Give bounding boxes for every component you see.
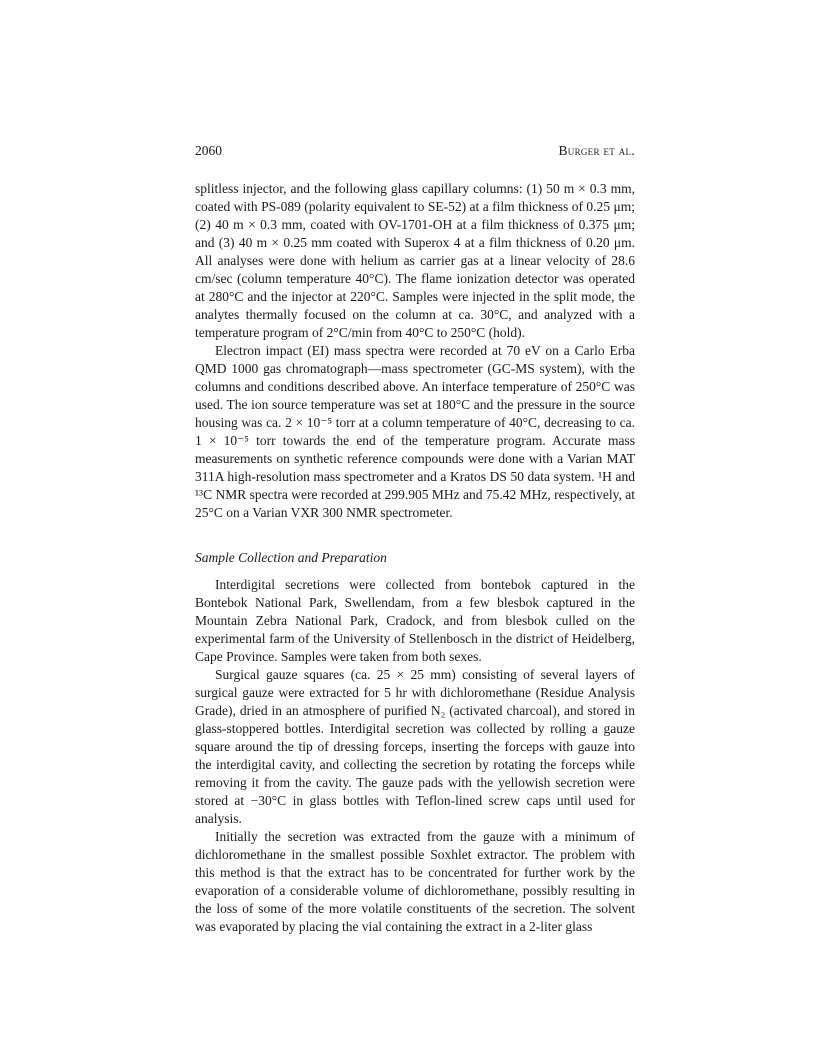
paragraph-columns: splitless injector, and the following glass capillary columns: (1) 50 m × 0.3 mm, coated with PS-089 (polarity equivalent to SE-52) at a film thickness of 0.25 μm; (2) 40 m × 0.3 mm, coated with OV-1701-OH at a film thickness of 0.375 μm; and (3) 40 m × 0.25 mm coated with Superox 4 at a film thickness of 0.20 μm. All analyses were done with helium as carrier gas at a linear velocity of 28.6 cm/sec (column temperature 40°C). The flame ionization detector was operated at 280°C and the injector at 220°C. Samples were injected in the split mode, the analytes thermally focused on the column at ca. 30°C, and analyzed with a temperature program of 2°C/min from 40°C to 250°C (hold).	[195, 181, 635, 340]
paragraph-mass-spectra: Electron impact (EI) mass spectra were recorded at 70 eV on a Carlo Erba QMD 1000 gas chromatograph—mass spectrometer (GC-MS system), with the columns and conditions described above. An interface temperature of 250°C was used. The ion source temperature was set at 180°C and the pressure in the source housing was ca. 2 × 10⁻⁵ torr at a column temperature of 40°C, decreasing to ca. 1 × 10⁻⁵ torr towards the end of the temperature program. Accurate mass measurements on synthetic reference compounds were done with a Varian MAT 311A high-resolution mass spectrometer and a Kratos DS 50 data system. ¹H and ¹³C NMR spectra were recorded at 299.905 MHz and 75.42 MHz, respectively, at 25°C on a Varian VXR 300 NMR spectrometer.	[195, 343, 635, 520]
paragraph-extraction: Initially the secretion was extracted from the gauze with a minimum of dichloromethane in the smallest possible Soxhlet extractor. The problem with this method is that the extract has to be concentrated for further work by the evaporation of a considerable volume of dichloromethane, possibly resulting in the loss of some of the more volatile constituents of the secretion. The solvent was evaporated by placing the vial containing the extract in a 2-liter glass	[195, 829, 635, 934]
page-number: 2060	[195, 143, 222, 158]
body-text	[195, 180, 635, 936]
section-heading: Sample Collection and Preparation	[195, 550, 387, 565]
paragraph-collection: Interdigital secretions were collected from bontebok captured in the Bontebok National Park, Swellendam, from a few blesbok captured in the Mountain Zebra National Park, Cradock, and from blesbok culled on the experimental farm of the University of Stellenbosch in the district of Heidelberg, Cape Province. Samples were taken from both sexes.	[195, 577, 635, 664]
running-author: Burger et al.	[558, 143, 635, 158]
paragraph-gauze: Surgical gauze squares (ca. 25 × 25 mm) consisting of several layers of surgical gauze were extracted for 5 hr with dichloromethane (Residue Analysis Grade), dried in an atmosphere of purified N₂ (activated charcoal), and stored in glass-stoppered bottles. Interdigital secretion was collected by rolling a gauze square around the tip of dressing forceps, inserting the forceps with gauze into the interdigital cavity, and collecting the secretion by rotating the forceps while removing it from the cavity. The gauze pads with the yellowish secretion were stored at −30°C in glass bottles with Teflon-lined screw caps until used for analysis.	[195, 667, 635, 826]
